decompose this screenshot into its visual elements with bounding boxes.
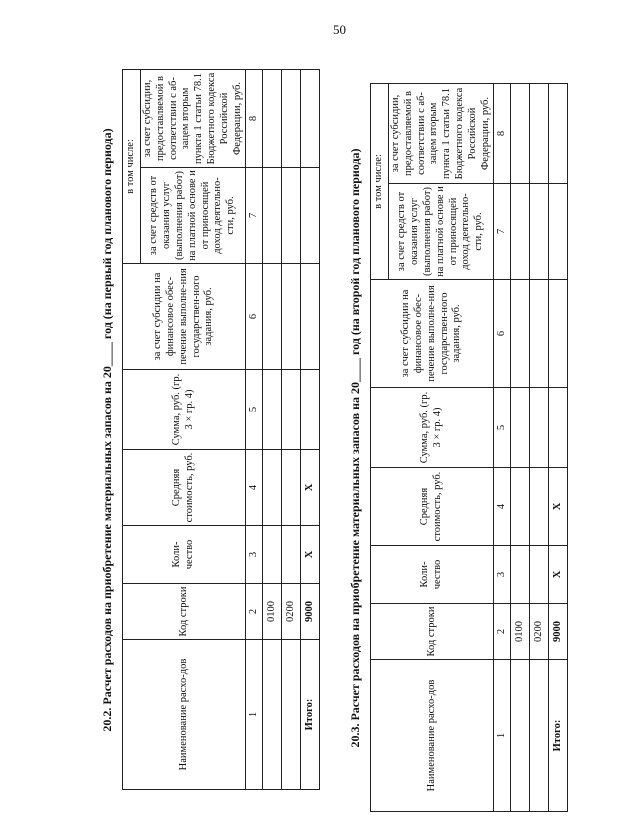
expense-table xyxy=(122,69,320,790)
row-sum xyxy=(511,388,530,468)
row-name xyxy=(282,640,301,790)
header-subsidy-78-1: за счет субсидии, предоставляемой в соответствии с аб-зацем вторым пункта 1 статьи 78.1 Бюджетного кодекса Российской Федерации, руб. xyxy=(141,69,246,167)
row-paid-services xyxy=(282,168,301,264)
total-subsidy-78-1 xyxy=(301,69,320,167)
row-average-cost xyxy=(263,450,282,526)
total-paid-services xyxy=(301,168,320,264)
total-average-cost: X xyxy=(549,468,568,546)
row-quantity xyxy=(530,546,549,604)
col-number: 8 xyxy=(494,83,511,183)
row-quantity xyxy=(282,526,301,584)
row-subsidy-task xyxy=(263,264,282,370)
header-quantity: Коли-чество xyxy=(123,526,246,584)
row-name xyxy=(511,660,530,812)
header-quantity: Коли-чество xyxy=(371,546,494,604)
header-including: в том числе: xyxy=(123,69,141,263)
col-number: 5 xyxy=(246,370,263,450)
section-title: 20.3. Расчет расходов на приобретение материальных запасов на 20____ год (на второй год планового периода) xyxy=(348,148,362,748)
col-number: 4 xyxy=(246,450,263,526)
header-paid-services: за счет средств от оказания услуг (выполнения работ) на платной основе и от приносящей доход деятельно-сти, руб. xyxy=(389,184,494,280)
row-paid-services xyxy=(530,184,549,280)
total-quantity: X xyxy=(301,526,320,584)
col-number: 8 xyxy=(246,69,263,167)
header-code: Код строки xyxy=(371,604,494,660)
col-number: 1 xyxy=(246,640,263,790)
total-average-cost: X xyxy=(301,450,320,526)
col-number: 2 xyxy=(246,584,263,640)
table-row xyxy=(263,69,282,789)
total-code: 9000 xyxy=(549,604,568,660)
total-label: Итого: xyxy=(549,660,568,812)
table-row xyxy=(511,83,530,811)
row-code: 0100 xyxy=(511,604,530,660)
header-subsidy-78-1: за счет субсидии, предоставляемой в соответствии с аб-зацем вторым пункта 1 статьи 78.1 Бюджетного кодекса Российской Федерации, руб. xyxy=(389,83,494,183)
col-number: 6 xyxy=(494,280,511,388)
col-number: 6 xyxy=(246,264,263,370)
col-number: 4 xyxy=(494,468,511,546)
col-number: 5 xyxy=(494,388,511,468)
total-paid-services xyxy=(549,184,568,280)
header-average-cost: Средняя стоимость, руб. xyxy=(371,468,494,546)
header-subsidy-task: за счет субсидии на финансовое обес-печение выполне-ния государствен-ного задания, руб. xyxy=(123,264,246,370)
row-code: 0100 xyxy=(263,584,282,640)
row-subsidy-task xyxy=(282,264,301,370)
row-sum xyxy=(530,388,549,468)
row-code: 0200 xyxy=(530,604,549,660)
total-label: Итого: xyxy=(301,640,320,790)
header-subsidy-task: за счет субсидии на финансовое обес-печение выполне-ния государствен-ного задания, руб. xyxy=(371,280,494,388)
col-number: 7 xyxy=(246,168,263,264)
row-subsidy-78-1 xyxy=(282,69,301,167)
header-including: в том числе: xyxy=(371,83,389,279)
header-name: Наименование расхо-дов xyxy=(371,660,494,812)
row-paid-services xyxy=(263,168,282,264)
expense-table xyxy=(370,83,568,812)
row-subsidy-task xyxy=(511,280,530,388)
row-quantity xyxy=(263,526,282,584)
row-sum xyxy=(263,370,282,450)
row-subsidy-78-1 xyxy=(263,69,282,167)
total-subsidy-task xyxy=(301,264,320,370)
section-20-3 xyxy=(348,84,563,812)
total-quantity: X xyxy=(549,546,568,604)
total-row xyxy=(549,83,568,811)
row-average-cost xyxy=(530,468,549,546)
total-code: 9000 xyxy=(301,584,320,640)
row-subsidy-78-1 xyxy=(530,83,549,183)
page-number: 50 xyxy=(333,22,346,37)
total-subsidy-78-1 xyxy=(549,83,568,183)
header-sum: Сумма, руб. (гр. 3 × гр. 4) xyxy=(123,370,246,450)
table-row xyxy=(282,69,301,789)
header-paid-services: за счет средств от оказания услуг (выполнения работ) на платной основе и от приносящей доход деятельно-сти, руб. xyxy=(141,168,246,264)
total-subsidy-task xyxy=(549,280,568,388)
row-average-cost xyxy=(282,450,301,526)
row-code: 0200 xyxy=(282,584,301,640)
section-20-2 xyxy=(100,70,315,790)
row-name xyxy=(530,660,549,812)
header-sum: Сумма, руб. (гр. 3 × гр. 4) xyxy=(371,388,494,468)
col-number: 3 xyxy=(494,546,511,604)
col-number: 1 xyxy=(494,660,511,812)
col-number: 7 xyxy=(494,184,511,280)
col-number: 2 xyxy=(494,604,511,660)
row-subsidy-task xyxy=(530,280,549,388)
total-sum xyxy=(301,370,320,450)
row-average-cost xyxy=(511,468,530,546)
total-row xyxy=(301,69,320,789)
col-number: 3 xyxy=(246,526,263,584)
header-code: Код строки xyxy=(123,584,246,640)
row-quantity xyxy=(511,546,530,604)
row-name xyxy=(263,640,282,790)
header-average-cost: Средняя стоимость, руб. xyxy=(123,450,246,526)
section-title: 20.2. Расчет расходов на приобретение материальных запасов на 20____ год (на первый год планового периода) xyxy=(100,128,114,732)
row-paid-services xyxy=(511,184,530,280)
header-name: Наименование расхо-дов xyxy=(123,640,246,790)
total-sum xyxy=(549,388,568,468)
row-subsidy-78-1 xyxy=(511,83,530,183)
row-sum xyxy=(282,370,301,450)
table-row xyxy=(530,83,549,811)
